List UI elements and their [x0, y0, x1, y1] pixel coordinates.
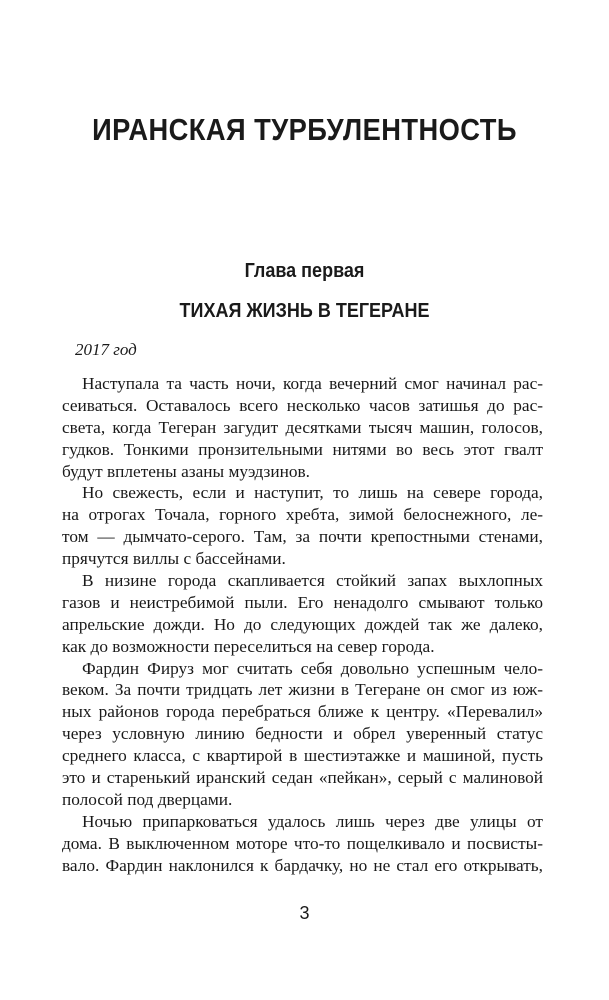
paragraph: [62, 570, 543, 658]
book-title: ИРАНСКАЯ ТУРБУЛЕНТНОСТЬ: [92, 112, 517, 147]
text-line: веком. За почти тридцать лет жизни в Тегеране он смог из юж-: [62, 680, 543, 700]
text-line: через условную линию бедности и обрел уверенный статус: [62, 724, 543, 744]
text-line: В низине города скапливается стойкий запах выхлопных: [82, 571, 543, 591]
text-line: Наступала та часть ночи, когда вечерний смог начинал рас-: [82, 374, 543, 393]
text-line: апрельские дожди. Но до следующих дождей так же далеко,: [62, 614, 543, 634]
text-line: Ночью припарковаться удалось лишь через две улицы от: [82, 811, 543, 831]
text-line: Фардин Фируз мог считать себя довольно успешным чело-: [82, 658, 543, 678]
paragraph: [62, 658, 543, 811]
text-line: это и старенький иранский седан «пейкан», серый с малиновой: [62, 768, 543, 788]
text-line: света, когда Тегеран загудит десятками тысяч машин, голосов,: [62, 417, 543, 437]
text-line: ных районов города перебраться ближе к центру. «Перевалил»: [62, 702, 543, 722]
text-line: том — дымчато-серого. Там, за почти крепостными стенами,: [62, 527, 543, 547]
text-line: дома. В выключенном моторе что-то пощелкивало и посвисты-: [62, 833, 543, 853]
page-number: 3: [299, 903, 310, 923]
text-line: сеиваться. Оставалось всего несколько часов затишья до рас-: [62, 395, 543, 415]
text-line: гудков. Тонкими пронзительными нитями во весь этот гвалт: [62, 439, 543, 459]
text-line: на отрогах Точала, горного хребта, зимой белоснежного, ле-: [62, 505, 543, 525]
text-line: полосой под дверцами.: [62, 789, 233, 809]
paragraph: [62, 373, 543, 482]
chapter-title: ТИХАЯ ЖИЗНЬ В ТЕГЕРАНЕ: [179, 300, 430, 322]
text-line: среднего класса, с квартирой в шестиэтажке и машиной, пусть: [62, 746, 543, 766]
text-line: вало. Фардин наклонился к бардачку, но не стал его открывать,: [62, 855, 543, 875]
body-text: [62, 373, 543, 876]
paragraph: [62, 482, 543, 570]
chapter-number: Глава первая: [244, 260, 365, 282]
paragraph: [62, 811, 543, 877]
text-line: прячутся виллы с бассейнами.: [62, 549, 286, 569]
epigraph-year: 2017 год: [75, 340, 137, 359]
text-line: газов и неистребимой пыли. Его ненадолго смывают только: [62, 592, 543, 612]
text-line: Но свежесть, если и наступит, то лишь на севере города,: [82, 483, 543, 503]
text-line: будут вплетены азаны муэдзинов.: [62, 461, 310, 481]
text-line: как до возможности переселиться на север города.: [62, 636, 435, 656]
